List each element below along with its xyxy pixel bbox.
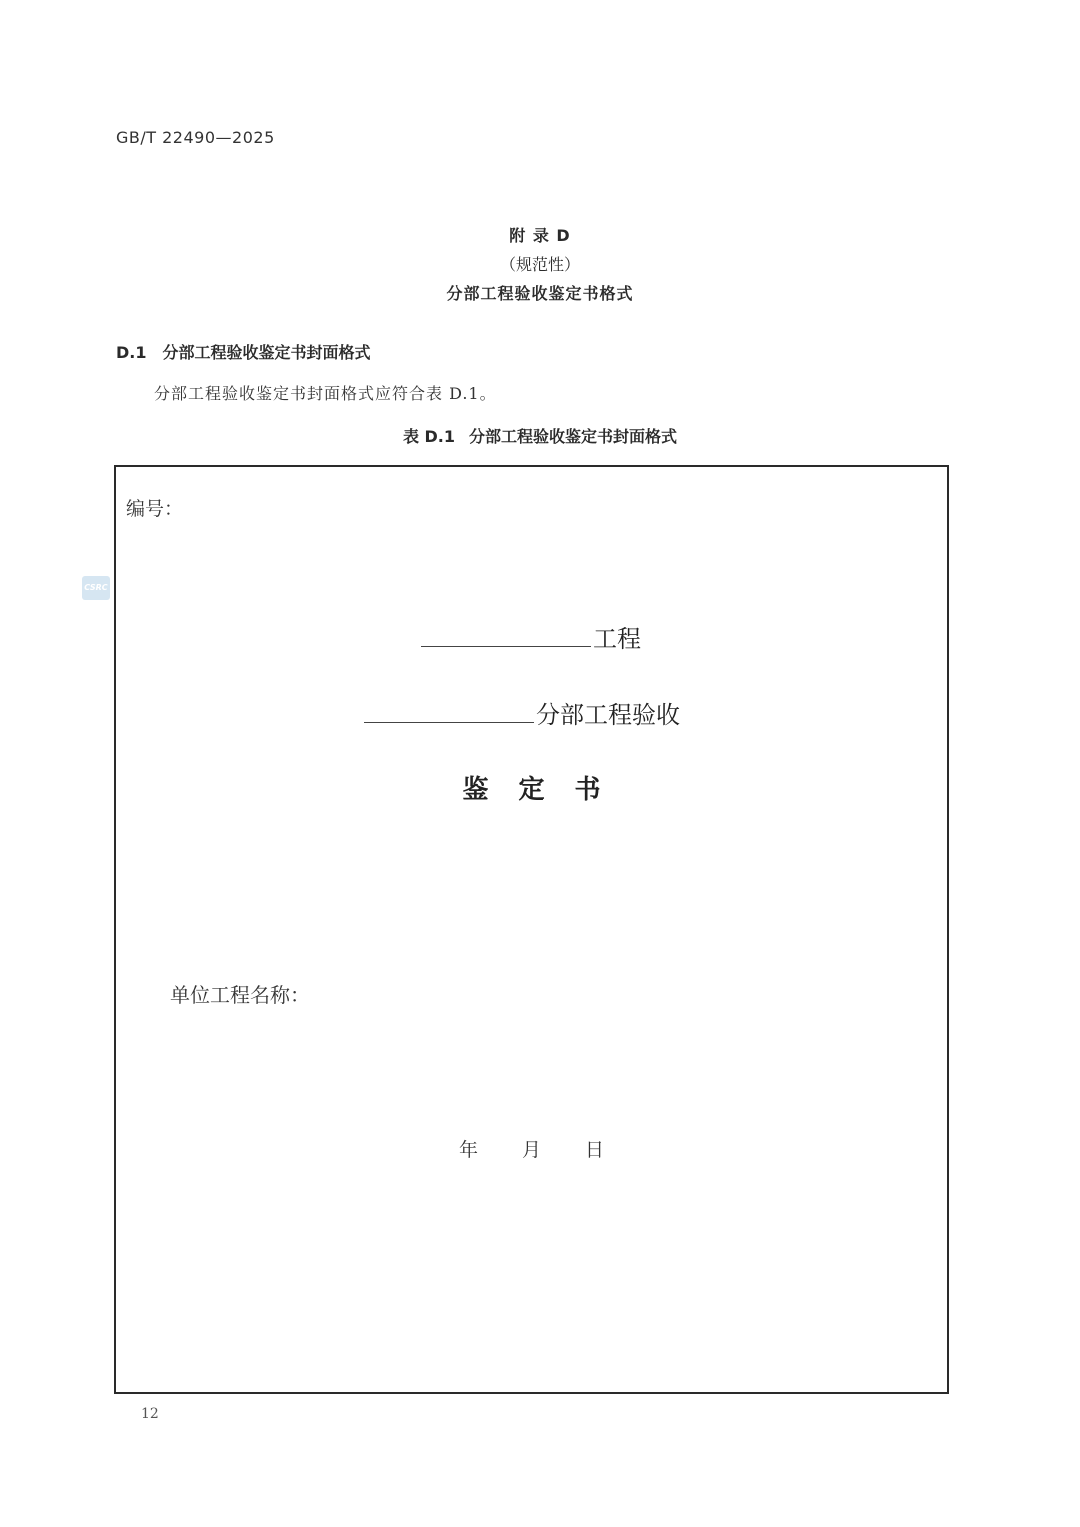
unit-project-name-label: 单位工程名称： <box>170 983 310 1007</box>
date-day: 日 <box>585 1139 605 1161</box>
date-month: 月 <box>521 1139 541 1161</box>
subproject-name-blank <box>364 721 534 723</box>
appendix-title: 附 录 D <box>509 226 571 245</box>
project-name-line <box>421 619 641 654</box>
table-caption-number: 表 D.1 <box>402 427 456 446</box>
certificate-title: 鉴定书 <box>462 775 631 805</box>
serial-number-label: 编号： <box>126 498 184 520</box>
date-line <box>116 1135 947 1162</box>
subproject-suffix: 分部工程验收 <box>536 701 680 729</box>
date-year: 年 <box>458 1139 478 1161</box>
clause-heading <box>116 340 371 363</box>
project-suffix: 工程 <box>593 625 641 653</box>
watermark-logo: CSRC <box>82 576 110 600</box>
clause-title: 分部工程验收鉴定书封面格式 <box>162 343 371 362</box>
cover-format-table <box>114 465 949 1394</box>
clause-paragraph: 分部工程验收鉴定书封面格式应符合表 D.1。 <box>154 384 497 403</box>
table-caption-title: 分部工程验收鉴定书封面格式 <box>469 427 678 446</box>
standard-number: GB/T 22490—2025 <box>116 128 275 147</box>
appendix-type: （规范性） <box>499 255 580 274</box>
table-caption <box>0 424 1080 447</box>
clause-number: D.1 <box>116 343 147 362</box>
appendix-name: 分部工程验收鉴定书格式 <box>446 284 634 303</box>
subproject-name-line <box>364 695 680 730</box>
page-number: 12 <box>141 1406 159 1422</box>
project-name-blank <box>421 645 591 647</box>
